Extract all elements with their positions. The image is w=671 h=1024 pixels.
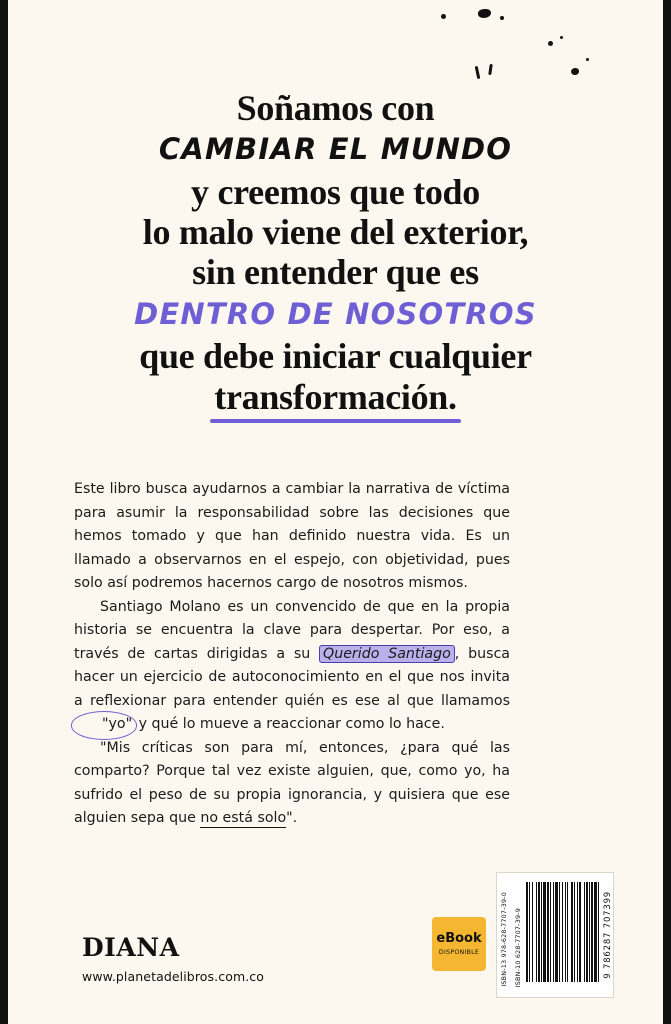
- blurb-p3-text-2: ".: [286, 810, 298, 826]
- barcode-block: [496, 872, 614, 998]
- blurb: [74, 478, 510, 831]
- headline-line-5: sin entender que es: [192, 252, 479, 293]
- circled-word: "yo": [74, 713, 134, 737]
- highlighted-phrase: Querido Santiago: [319, 645, 455, 663]
- ink-splatter: [475, 66, 481, 79]
- headline-line-7: que debe iniciar cualquier: [139, 336, 532, 377]
- headline-line-2: CAMBIAR EL MUNDO: [158, 132, 513, 167]
- headline-line-6: DENTRO DE NOSOTROS: [134, 296, 537, 331]
- barcode-number: [603, 873, 613, 997]
- headline-line-8: [0, 377, 671, 417]
- blurb-paragraph-1: Este libro busca ayudarnos a cambiar la narrativa de víctima para asumir la responsabilidad sobre las decisiones que hemos tomado y que han definido nuestra vida. Es un llamado a observarnos en el espejo, con objetividad, pues solo así podremos hacernos cargo de nosotros mismos.: [74, 481, 510, 591]
- ink-splatter: [488, 64, 493, 75]
- publisher-website: www.planetadelibros.com.co: [82, 969, 265, 984]
- ink-splatter: [548, 41, 553, 46]
- barcode-bars: [526, 873, 603, 997]
- isbn-13: ISBN-13 978-628-7707-39-0: [499, 892, 508, 987]
- ink-splatter: [441, 14, 446, 19]
- ebook-badge: [432, 917, 486, 971]
- headline-underlined-word: transformación.: [214, 376, 457, 417]
- barcode-number-text: 9 786287 707399: [602, 891, 613, 979]
- blurb-p3-text-1: "Mis críticas son para mí, entonces, ¿para qué las comparto? Porque tal vez existe alguien, que, como yo, ha sufrido el peso de su propia ignorancia, y quisiera que ese alguien sepa que: [74, 739, 510, 826]
- blurb-p2-text-3: y qué lo mueve a reaccionar como lo hace.: [134, 716, 445, 732]
- isbn-text-2: [511, 873, 525, 997]
- headline: [0, 88, 671, 417]
- ink-splatter: [586, 58, 589, 61]
- right-edge-bar: [663, 0, 671, 1024]
- blurb-p2-text-1: Santiago Molano es un convencido de que en la propia historia se encuentra la clave para despertar. Por eso, a través de cartas dirigidas a su: [74, 598, 510, 662]
- headline-line-3: y creemos que todo: [191, 171, 480, 212]
- underlined-phrase: no está solo: [200, 810, 287, 826]
- isbn-10: ISBN-10 628-7707-39-9: [513, 907, 522, 987]
- ink-splatter: [571, 68, 579, 75]
- blurb-paragraph-2: [74, 596, 510, 737]
- headline-line-1: Soñamos con: [236, 88, 435, 128]
- headline-line-4: lo malo viene del exterior,: [142, 212, 529, 253]
- ebook-badge-subtitle: DISPONIBLE: [438, 948, 480, 956]
- blurb-paragraph-3: [74, 737, 510, 831]
- ebook-badge-title: eBook: [436, 931, 482, 947]
- ink-splatter: [560, 36, 563, 39]
- publisher-logo: DIANA: [82, 933, 180, 962]
- left-edge-bar: [0, 0, 8, 1024]
- ink-splatter: [500, 16, 504, 20]
- ink-splatter: [478, 9, 491, 18]
- isbn-text: [497, 873, 511, 997]
- blurb-p2-text-2: , busca hacer un ejercicio de autoconocimiento en el que nos invita a reflexionar para entender quién es ese al que llamamos: [74, 645, 511, 709]
- publisher-block: [82, 935, 264, 984]
